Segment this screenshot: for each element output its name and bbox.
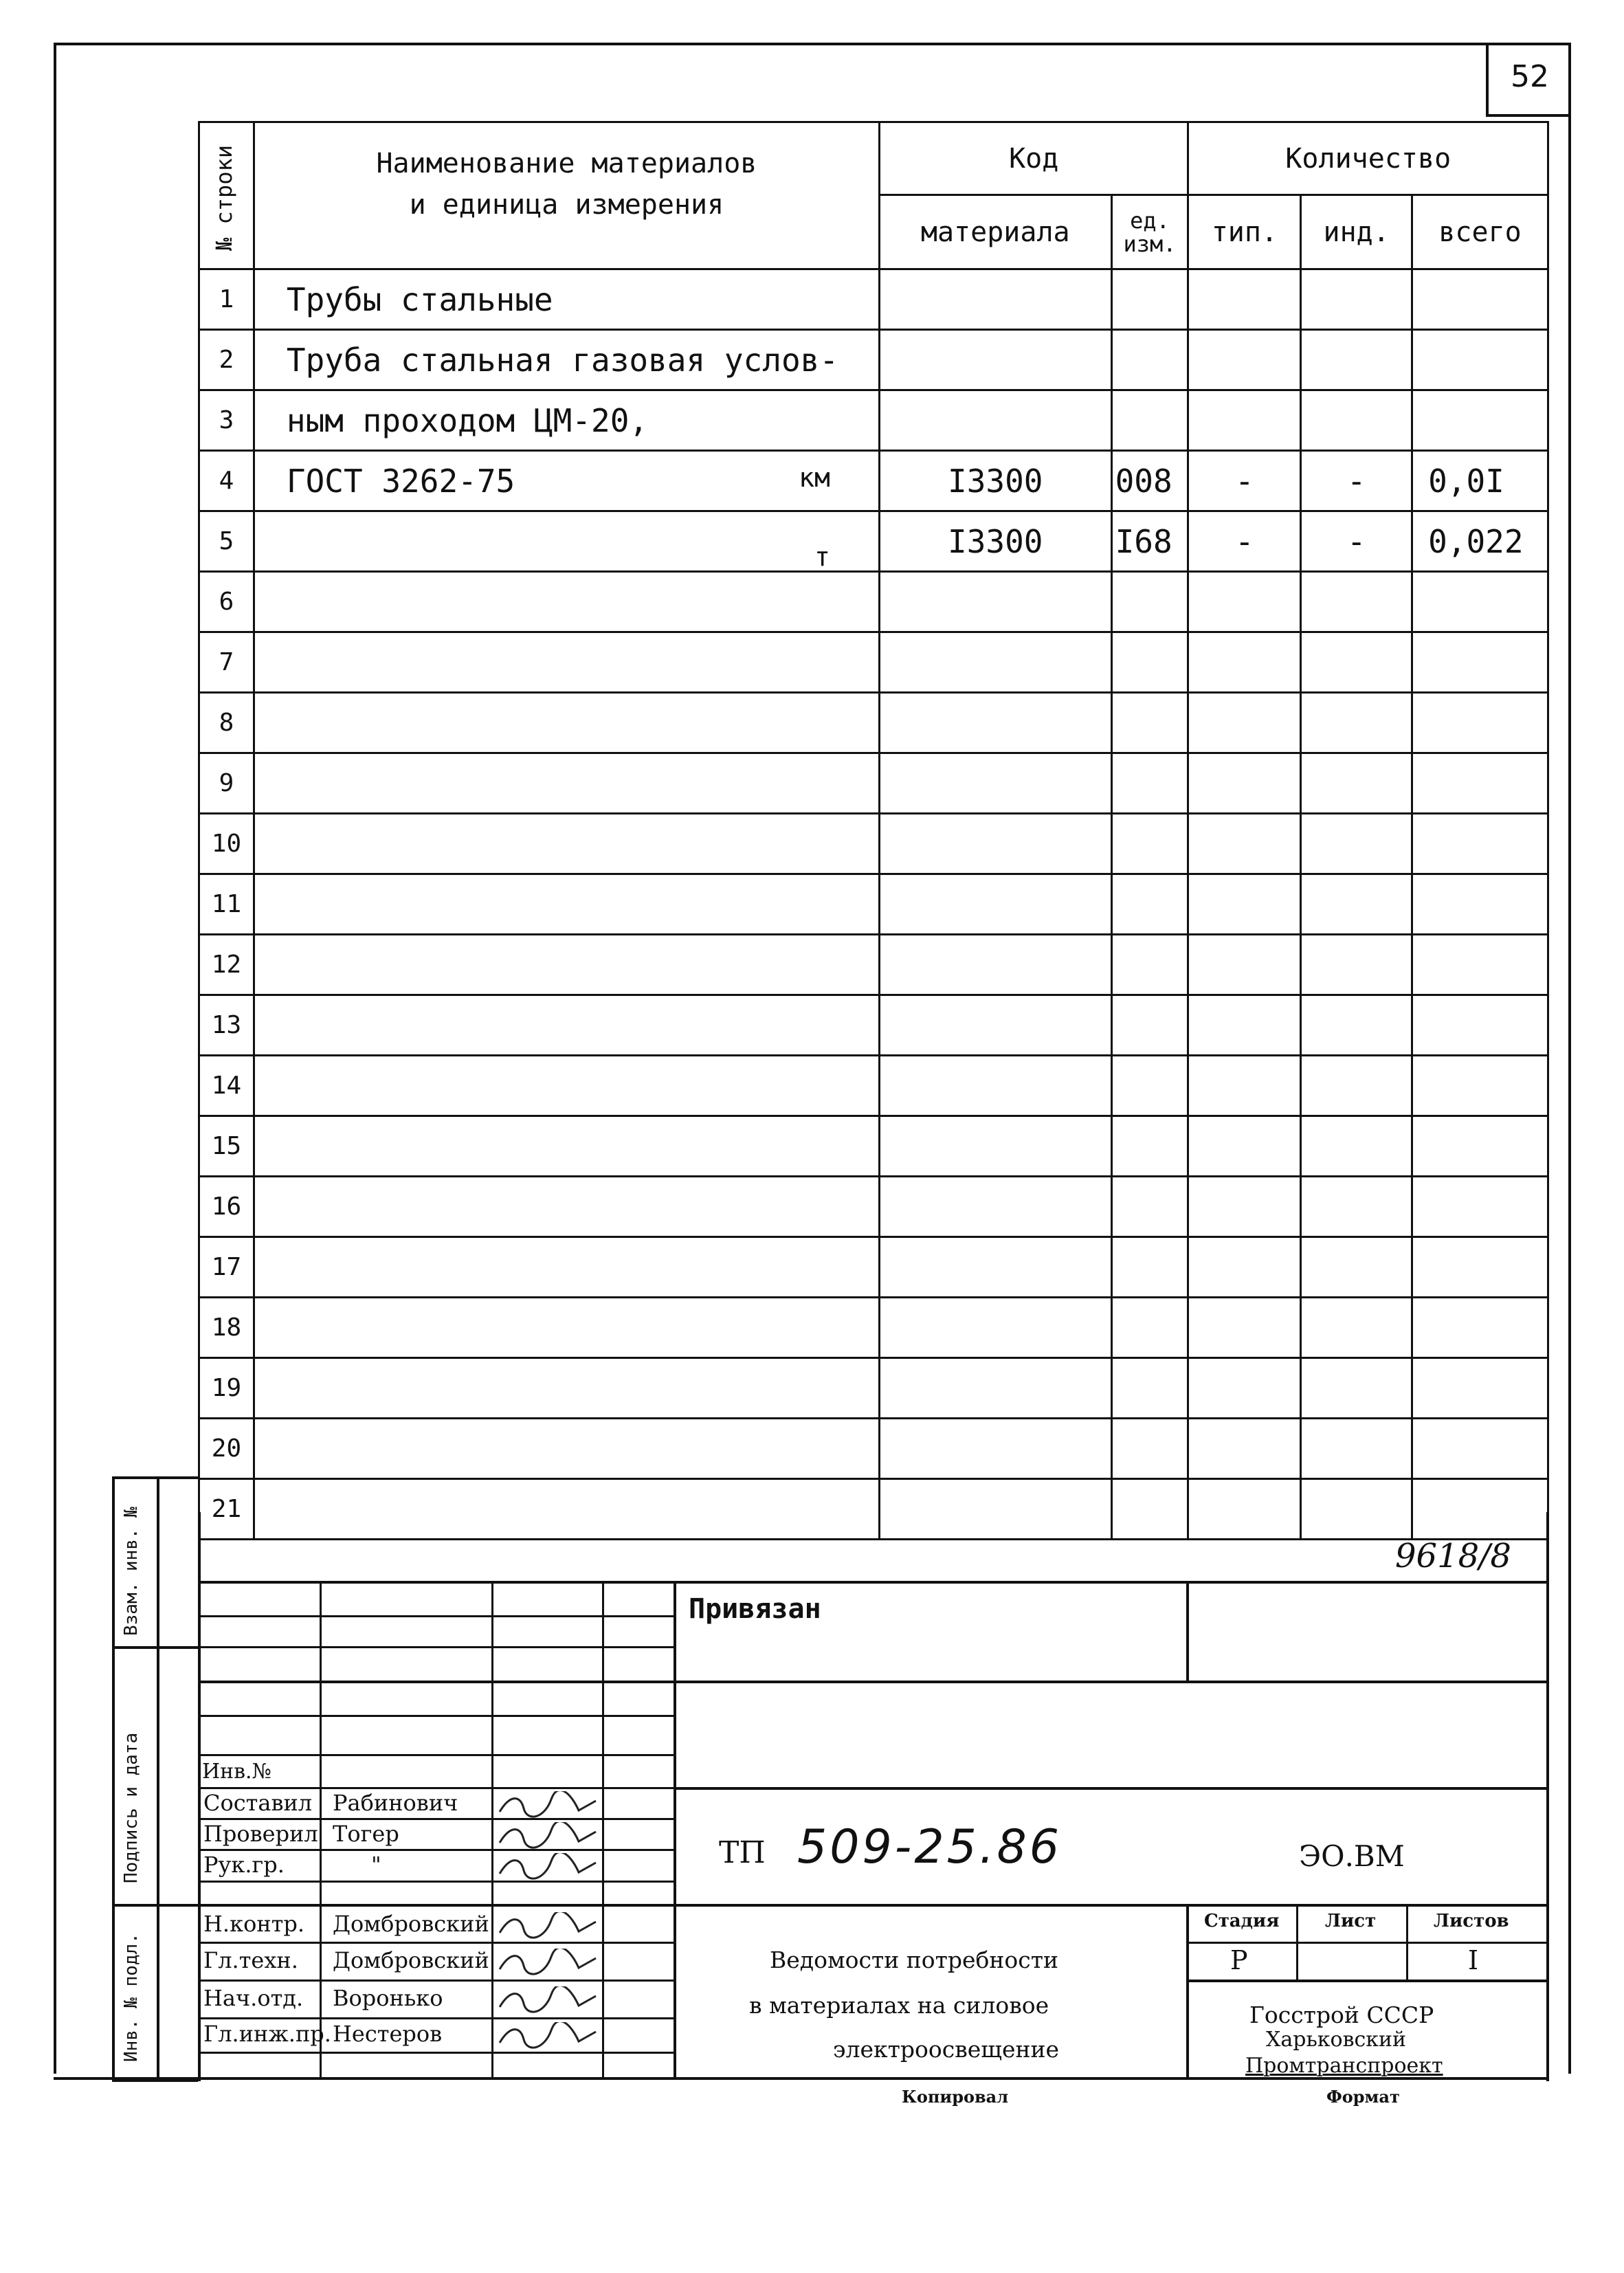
table-row [199,874,1548,935]
qty-ind [1301,1419,1412,1479]
qty-typ [1188,330,1301,390]
qty-typ: - [1188,511,1301,572]
signer-role: Гл.инж.пр. [203,2021,331,2047]
table-row [199,1237,1548,1298]
table-row [199,1116,1548,1177]
row-number: 1 [199,269,254,330]
qty-ind [1301,572,1412,632]
kopiroval-label: Копировал [902,2087,1009,2107]
material-code [879,330,1111,390]
qty-ind [1301,1358,1412,1419]
material-code [879,1177,1111,1237]
signer-role: Составил [203,1790,313,1816]
qty-typ [1188,390,1301,451]
signer-name: Домбровский [333,1911,489,1937]
material-code [879,693,1111,753]
material-name-cell [254,572,879,632]
qty-total [1412,1056,1548,1116]
qty-ind: - [1301,511,1412,572]
material-code [879,1298,1111,1358]
qty-total [1412,572,1548,632]
org-line3: Промтранспроект [1245,2054,1443,2078]
table-row [199,572,1548,632]
material-code [879,1237,1111,1298]
row-number: 5 [199,511,254,572]
qty-ind: - [1301,451,1412,511]
material-name-cell [254,632,879,693]
sheets-value: I [1468,1945,1479,1975]
tp-number: 509-25.86 [797,1820,1062,1874]
qty-ind [1301,1116,1412,1177]
unit-label-line2: изм. [1123,230,1177,257]
table-row [199,451,1548,511]
material-name-cell [254,1177,879,1237]
qty-typ [1188,753,1301,814]
inv-no-label: Инв.№ [202,1760,271,1784]
qty-total [1412,1237,1548,1298]
material-code [879,874,1111,935]
tb-v1 [320,1581,322,2077]
side-line-1 [112,1646,198,1649]
signature-scribble [496,1949,599,1977]
row-number: 15 [199,1116,254,1177]
signer-name: Рабинович [333,1790,458,1816]
qty-typ [1188,1056,1301,1116]
qty-ind [1301,330,1412,390]
row-number: 10 [199,814,254,874]
material-name: ГОСТ 3262-75 [286,462,515,500]
row-number: 9 [199,753,254,814]
material-name-cell [254,693,879,753]
unit-code [1111,814,1188,874]
qty-total [1412,753,1548,814]
material-code: I3300 [879,511,1111,572]
table-row [199,511,1548,572]
org-line2: Харьковский [1266,2028,1407,2052]
material-name-cell [254,269,879,330]
unit-code [1111,693,1188,753]
material-name: ным проходом ЦМ-20, [286,401,649,439]
signer-name: " [371,1852,381,1878]
stage-value: Р [1230,1945,1248,1975]
tb-v7 [1296,1904,1298,1980]
unit-code [1111,1116,1188,1177]
tb-h-stage [1189,1942,1549,1944]
unit-code [1111,995,1188,1056]
qty-total [1412,632,1548,693]
table-row [199,1479,1548,1540]
material-name-cell [254,814,879,874]
qty-ind [1301,935,1412,995]
qty-ind [1301,814,1412,874]
unit-code [1111,1056,1188,1116]
format-label: Формат [1326,2087,1400,2107]
header-name [254,122,879,269]
qty-typ [1188,995,1301,1056]
table-row [199,632,1548,693]
unit-code [1111,1177,1188,1237]
qty-total [1412,1479,1548,1540]
tb-h1 [198,1581,1549,1584]
unit-code [1111,269,1188,330]
tb-v4 [674,1581,676,2077]
material-code [879,1116,1111,1177]
qty-typ [1188,814,1301,874]
table-row [199,269,1548,330]
unit-code [1111,1419,1188,1479]
unit-code [1111,874,1188,935]
qty-typ [1188,1358,1301,1419]
row-number: 2 [199,330,254,390]
header-code-material: материала [879,195,1111,269]
tb-h7 [674,1787,1549,1790]
qty-total [1412,935,1548,995]
unit-code [1111,1298,1188,1358]
material-code [879,390,1111,451]
inv-podl-label: Инв. № подл. [121,1933,142,2062]
tb-left-line [198,1512,201,2081]
tb-right-line [1546,1512,1549,2081]
qty-typ [1188,1479,1301,1540]
material-name-cell [254,1237,879,1298]
table-row [199,330,1548,390]
tb-v6 [1186,1904,1189,2077]
signature-scribble [496,1986,599,2015]
qty-ind [1301,1056,1412,1116]
unit-code [1111,330,1188,390]
material-code [879,1479,1111,1540]
table-row [199,1056,1548,1116]
qty-typ [1188,269,1301,330]
unit-code [1111,935,1188,995]
signer-role: Нач.отд. [203,1985,304,2011]
qty-total [1412,995,1548,1056]
signer-name: Нестеров [333,2021,443,2047]
stage-label: Стадия [1204,1911,1280,1931]
table-row [199,814,1548,874]
row-number: 8 [199,693,254,753]
material-code [879,1358,1111,1419]
privyazan-label: Привязан [689,1593,821,1625]
qty-typ [1188,1298,1301,1358]
material-name-cell [254,451,879,511]
header-row-no [199,122,254,269]
table-row [199,693,1548,753]
material-code [879,572,1111,632]
table-row [199,1358,1548,1419]
header-quantity: Количество [1188,122,1548,195]
qty-ind [1301,874,1412,935]
signature-scribble [496,1912,599,1941]
unit-code: 008 [1111,451,1188,511]
side-line-inner [157,1476,159,2081]
row-no-label: № строки [211,144,237,251]
qty-total [1412,1419,1548,1479]
signer-role: Гл.техн. [203,1947,298,1973]
qty-typ [1188,1116,1301,1177]
qty-typ: - [1188,451,1301,511]
qty-total [1412,269,1548,330]
name-label-line2: и единица измерения [409,189,724,221]
signature-scribble [496,2022,599,2051]
name-label-line1: Наименование материалов [376,148,757,179]
unit-code [1111,572,1188,632]
material-name-cell [254,1479,879,1540]
tb-v8 [1406,1904,1408,1980]
qty-total: 0,022 [1412,511,1548,572]
row-number: 12 [199,935,254,995]
table-row [199,1298,1548,1358]
tb-h12 [198,1904,1549,1907]
sheet-label: Лист [1325,1911,1377,1931]
material-code [879,632,1111,693]
org-line1: Госстрой СССР [1249,2002,1434,2028]
qty-total [1412,1116,1548,1177]
qty-total [1412,330,1548,390]
tb-h-stage2 [1189,1980,1549,1982]
row-number: 19 [199,1358,254,1419]
material-code [879,1419,1111,1479]
qty-ind [1301,1237,1412,1298]
qty-typ [1188,693,1301,753]
signer-name: Домбровский [333,1947,489,1973]
doc-number-handwritten: 9618/8 [1395,1537,1511,1575]
unit-code [1111,1237,1188,1298]
material-code [879,753,1111,814]
side-line-top [112,1476,198,1479]
material-name-cell [254,995,879,1056]
materials-table [198,121,1549,1540]
doc-title-line2: в материалах на силовое [749,1992,1049,2019]
table-row [199,1177,1548,1237]
material-name: Труба стальная газовая услов- [286,341,839,379]
row-number: 13 [199,995,254,1056]
tb-v5 [1186,1581,1189,1681]
qty-total [1412,1177,1548,1237]
material-name: Трубы стальные [286,280,553,318]
side-line-outer [112,1476,115,2081]
podpis-data-label: Подпись и дата [121,1732,142,1883]
unit-code [1111,1479,1188,1540]
material-code [879,814,1111,874]
qty-ind [1301,390,1412,451]
qty-total: 0,0I [1412,451,1548,511]
qty-ind [1301,269,1412,330]
material-code [879,1056,1111,1116]
signer-role: Проверил [203,1821,318,1847]
side-line-2 [112,1904,198,1907]
qty-total [1412,1358,1548,1419]
unit-code [1111,753,1188,814]
qty-typ [1188,1177,1301,1237]
signer-role: Рук.гр. [203,1852,285,1878]
unit-code [1111,390,1188,451]
qty-ind [1301,995,1412,1056]
signature-scribble [496,1791,599,1820]
material-name-cell [254,874,879,935]
qty-ind [1301,753,1412,814]
qty-total [1412,874,1548,935]
qty-ind [1301,693,1412,753]
tb-v3 [602,1581,604,2077]
qty-typ [1188,935,1301,995]
row-number: 14 [199,1056,254,1116]
vzam-inv-label: Взам. инв. № [121,1507,142,1636]
qty-total [1412,693,1548,753]
material-name-cell [254,1358,879,1419]
tb-h4 [198,1681,1549,1683]
qty-total [1412,1298,1548,1358]
qty-typ [1188,1237,1301,1298]
header-qty-ind: инд. [1301,195,1412,269]
tb-v2 [491,1581,493,2077]
signature-scribble [496,1853,599,1882]
qty-typ [1188,632,1301,693]
unit-code [1111,1358,1188,1419]
row-number: 11 [199,874,254,935]
doc-title-line3: электроосвещение [833,2036,1060,2063]
header-code-unit [1111,195,1188,269]
unit-code [1111,632,1188,693]
signer-name: Воронько [333,1985,443,2011]
material-name-cell [254,935,879,995]
table-row [199,935,1548,995]
material-name-cell [254,511,879,572]
qty-typ [1188,572,1301,632]
page-number: 52 [1486,43,1571,117]
row-number: 16 [199,1177,254,1237]
row-number: 21 [199,1479,254,1540]
material-name-cell [254,1056,879,1116]
row-number: 7 [199,632,254,693]
tp-prefix: ТП [719,1835,766,1870]
material-code [879,935,1111,995]
row-number: 6 [199,572,254,632]
signature-scribble [496,1822,599,1851]
qty-ind [1301,1298,1412,1358]
material-code: I3300 [879,451,1111,511]
row-number: 18 [199,1298,254,1358]
material-name-cell [254,1419,879,1479]
doc-code: ЭО.ВМ [1299,1839,1405,1873]
qty-total [1412,390,1548,451]
signer-name: Тогер [333,1821,399,1847]
qty-typ [1188,874,1301,935]
table-row [199,995,1548,1056]
qty-ind [1301,1479,1412,1540]
material-code [879,269,1111,330]
row-number: 20 [199,1419,254,1479]
unit-code: I68 [1111,511,1188,572]
signer-role: Н.контр. [203,1911,305,1937]
qty-total [1412,814,1548,874]
unit-label-line1: ед. [1130,207,1170,234]
material-unit: т [814,541,830,572]
material-name-cell [254,753,879,814]
table-row [199,753,1548,814]
material-unit: км [799,462,830,493]
qty-ind [1301,1177,1412,1237]
qty-typ [1188,1419,1301,1479]
material-name-cell [254,1116,879,1177]
doc-title-line1: Ведомости потребности [770,1947,1058,1973]
table-row [199,1419,1548,1479]
row-number: 17 [199,1237,254,1298]
row-number: 3 [199,390,254,451]
material-name-cell [254,330,879,390]
material-code [879,995,1111,1056]
row-number: 4 [199,451,254,511]
sheets-label: Листов [1434,1911,1509,1931]
header-code: Код [879,122,1188,195]
header-qty-total: всего [1412,195,1548,269]
material-name-cell [254,1298,879,1358]
qty-ind [1301,632,1412,693]
material-name-cell [254,390,879,451]
table-row [199,390,1548,451]
header-qty-typ: тип. [1188,195,1301,269]
